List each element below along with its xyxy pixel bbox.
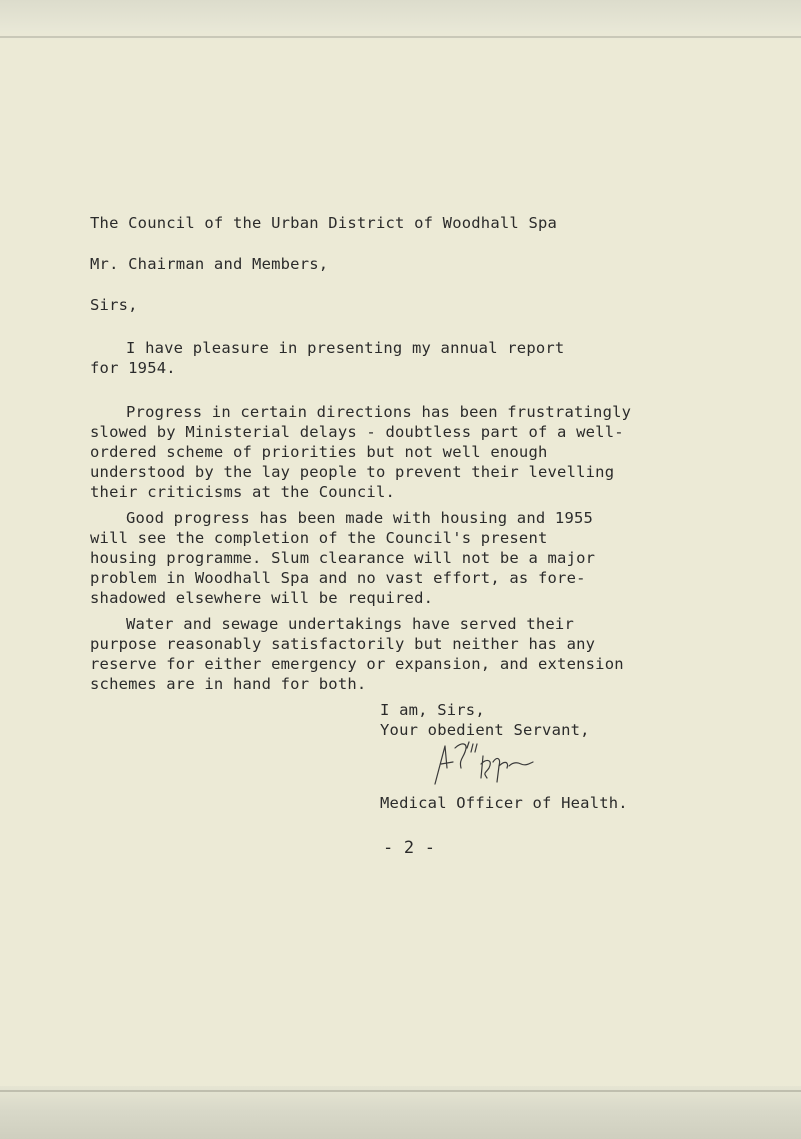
paragraph-2 xyxy=(90,402,631,502)
paragraph-1 xyxy=(90,338,564,378)
paragraph-line: Water and sewage undertakings have served their xyxy=(126,615,574,633)
paragraph-line: Progress in certain directions has been frustratingly xyxy=(126,403,632,421)
scan-bottom-line xyxy=(0,1090,801,1092)
handwritten-signature xyxy=(425,738,545,788)
paragraph-3 xyxy=(90,508,595,608)
paragraph-line: will see the completion of the Council's present xyxy=(90,529,548,547)
paragraph-line: their criticisms at the Council. xyxy=(90,483,396,501)
closing-block xyxy=(380,700,590,740)
paragraph-line: problem in Woodhall Spa and no vast effort, as fore- xyxy=(90,569,586,587)
paragraph-line: shadowed elsewhere will be required. xyxy=(90,589,434,607)
closing-line: I am, Sirs, xyxy=(380,701,485,719)
paragraph-4 xyxy=(90,614,624,694)
paragraph-line: slowed by Ministerial delays - doubtless part of a well- xyxy=(90,423,624,441)
signatory-title: Medical Officer of Health. xyxy=(380,794,628,812)
paragraph-line: purpose reasonably satisfactorily but neither has any xyxy=(90,635,596,653)
scan-top-line xyxy=(0,36,801,38)
paragraph-line: housing programme. Slum clearance will not be a major xyxy=(90,549,596,567)
paragraph-line: reserve for either emergency or expansion, and extension xyxy=(90,655,624,673)
paragraph-line: ordered scheme of priorities but not well enough xyxy=(90,443,548,461)
paragraph-line: Good progress has been made with housing and 1955 xyxy=(126,509,594,527)
scan-bottom-edge xyxy=(0,1086,801,1139)
closing-line: Your obedient Servant, xyxy=(380,721,590,739)
paragraph-line: I have pleasure in presenting my annual report xyxy=(126,339,565,357)
letter-address: Mr. Chairman and Members, xyxy=(90,255,329,273)
paragraph-line: understood by the lay people to prevent their levelling xyxy=(90,463,615,481)
letter-salutation: Sirs, xyxy=(90,296,138,314)
letter-heading: The Council of the Urban District of Woodhall Spa xyxy=(90,214,558,232)
paragraph-line: for 1954. xyxy=(90,359,176,377)
page-number: - 2 - xyxy=(383,838,436,858)
paragraph-line: schemes are in hand for both. xyxy=(90,675,367,693)
